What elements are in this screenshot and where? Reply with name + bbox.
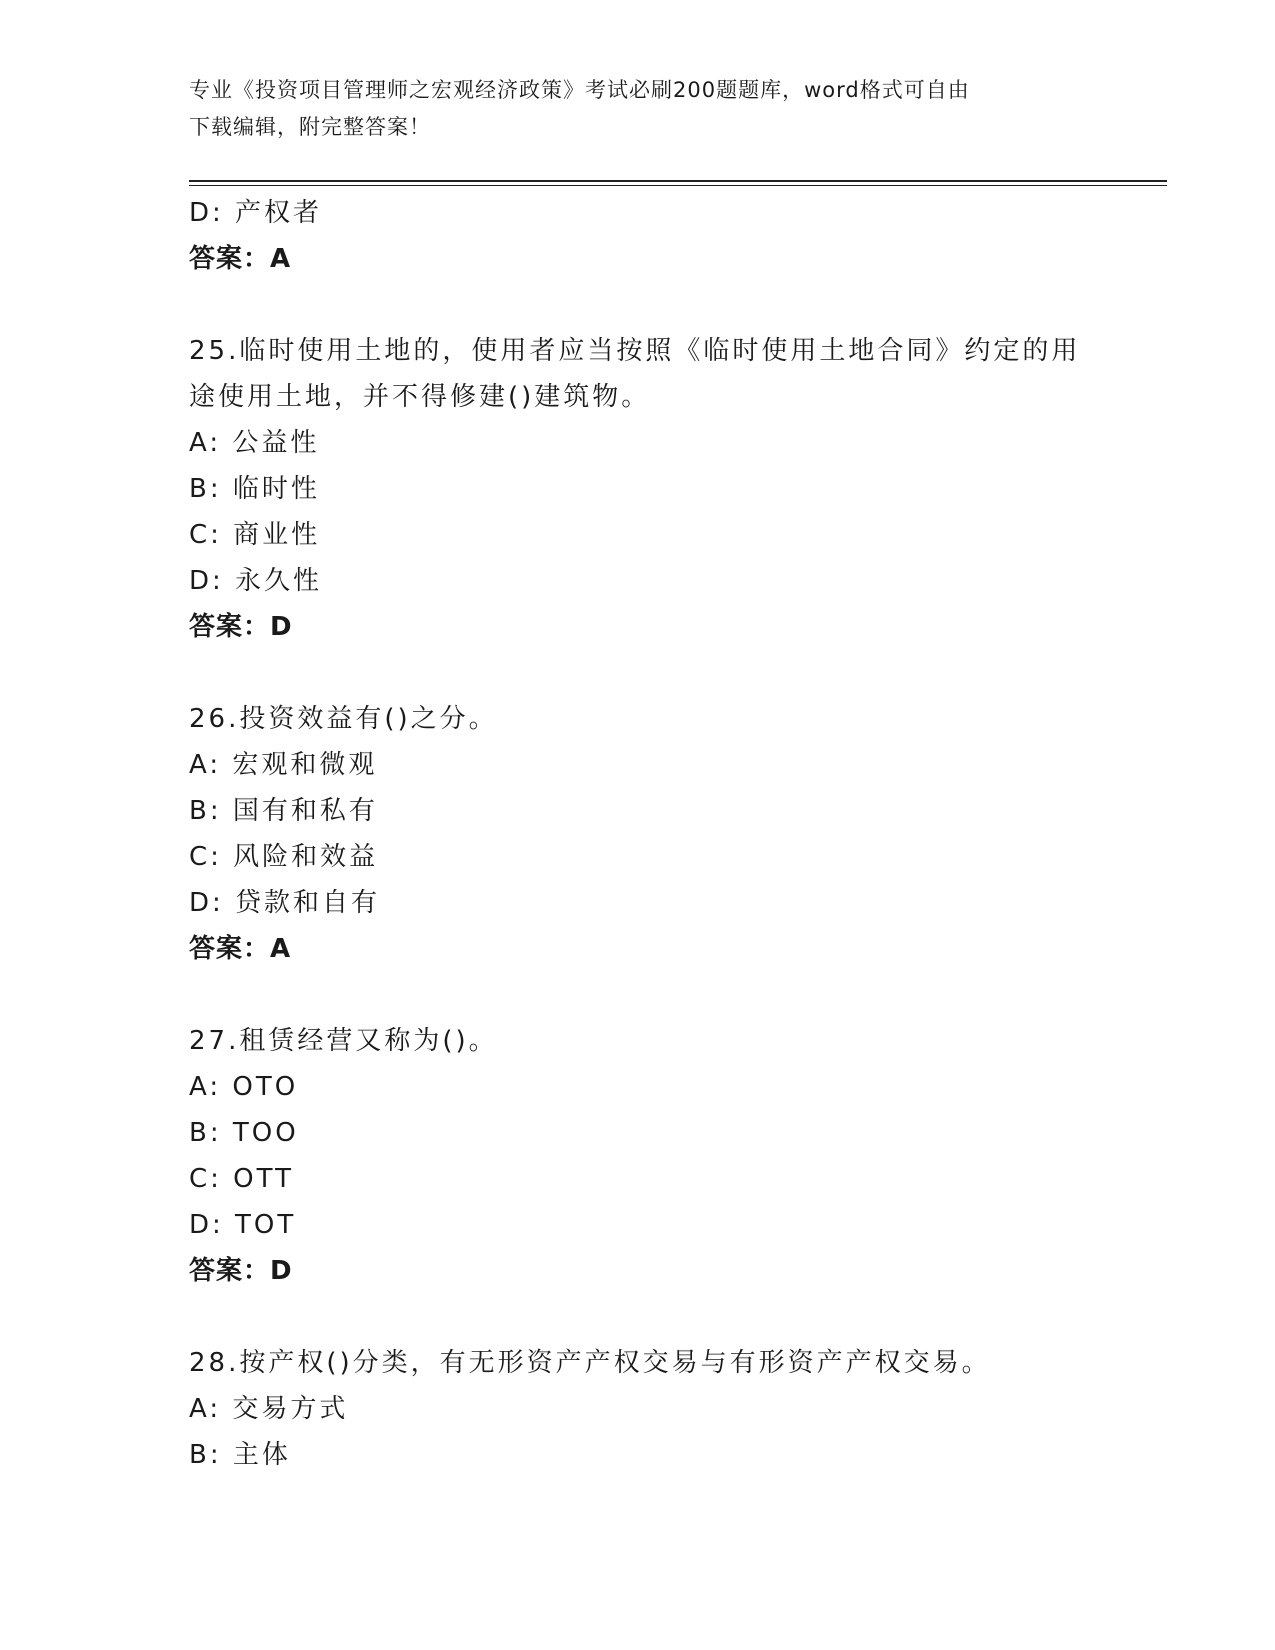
q28-option-b: B: 主体: [189, 1440, 291, 1470]
q27-option-b: B: TOO: [189, 1118, 299, 1148]
q26-option-a: A: 宏观和微观: [189, 750, 378, 780]
q26-stem: 26.投资效益有()之分。: [189, 704, 498, 734]
q28-option-a: A: 交易方式: [189, 1394, 349, 1424]
header-line-2: 下载编辑，附完整答案！: [189, 115, 431, 139]
q28-stem: 28.按产权()分类，有无形资产产权交易与有形资产产权交易。: [189, 1348, 991, 1378]
q25-answer: 答案：D: [189, 612, 293, 642]
q25-stem-line-2: 途使用土地，并不得修建()建筑物。: [189, 382, 651, 412]
spacer: [189, 282, 1149, 328]
q26-answer: 答案：A: [189, 934, 292, 964]
spacer: [189, 650, 1149, 696]
q26-option-b: B: 国有和私有: [189, 796, 378, 826]
prev-answer: 答案：A: [189, 244, 292, 274]
prev-option-d: D: 产权者: [189, 198, 323, 228]
header-divider-thin: [189, 185, 1167, 186]
document-header: [189, 72, 1089, 146]
q27-stem: 27.租赁经营又称为()。: [189, 1026, 498, 1056]
q27-answer: 答案：D: [189, 1256, 293, 1286]
spacer: [189, 1294, 1149, 1340]
q25-option-c: C: 商业性: [189, 520, 321, 550]
spacer: [189, 972, 1149, 1018]
q25-option-a: A: 公益性: [189, 428, 320, 458]
q25-stem-line-1: 25.临时使用土地的，使用者应当按照《临时使用土地合同》约定的用: [189, 336, 1081, 366]
q25-option-b: B: 临时性: [189, 474, 320, 504]
q27-option-a: A: OTO: [189, 1072, 299, 1102]
q26-option-c: C: 风险和效益: [189, 842, 379, 872]
q27-option-d: D: TOT: [189, 1210, 297, 1240]
q27-option-c: C: OTT: [189, 1164, 294, 1194]
q25-option-d: D: 永久性: [189, 566, 323, 596]
question-list: [189, 190, 1149, 1478]
header-line-1: 专业《投资项目管理师之宏观经济政策》考试必刷200题题库，word格式可自由: [189, 78, 970, 102]
q26-option-d: D: 贷款和自有: [189, 888, 381, 918]
header-divider-thick: [189, 180, 1167, 182]
